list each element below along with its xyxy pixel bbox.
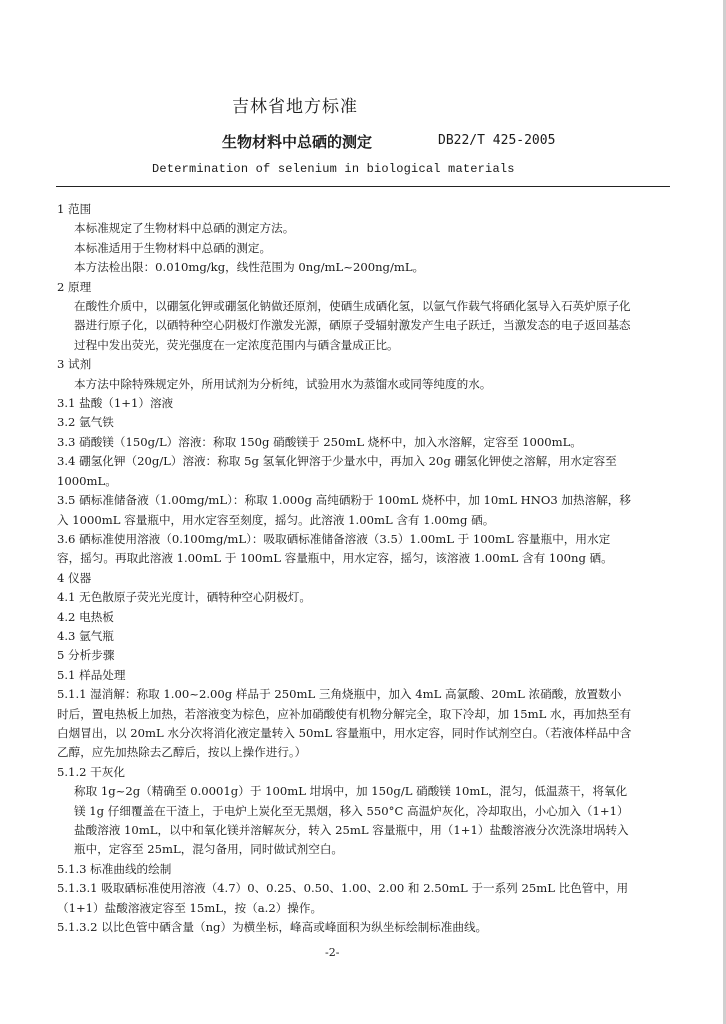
body-line: 4 仪器 bbox=[57, 570, 92, 585]
body-line: 3.5 硒标准储备液（1.00mg/mL）：称取 1.000g 高纯硒粉于 100mL 烧杯中，加 10mL HNO3 加热溶解，移入 1000mL 容量瓶中，用水定容至刻度，摇匀。此溶液 1.00mL 含有 1.00mg 硒。 bbox=[57, 493, 631, 527]
english-title: Determination of selenium in biological materials bbox=[152, 162, 515, 176]
body-line: 3.2 氩气铁 bbox=[57, 415, 114, 430]
body-line: 5 分析步骤 bbox=[57, 648, 115, 663]
standard-organization: 吉林省地方标准 bbox=[232, 97, 358, 117]
body-line: 3 试剂 bbox=[57, 357, 92, 372]
document-title: 生物材料中总硒的测定 bbox=[222, 133, 373, 151]
body-line: 5.1.3.2 以比色管中硒含量（ng）为横坐标，峰高或峰面积为纵坐标绘制标准曲线。 bbox=[57, 920, 488, 935]
body-line: 本方法中除特殊规定外，所用试剂为分析纯，试验用水为蒸馏水或同等纯度的水。 bbox=[74, 376, 492, 391]
body-line: 在酸性介质中，以硼氢化钾或硼氢化钠做还原剂，使硒生成硒化氢，以氩气作载气将硒化氢导入石英炉原子化器进行原子化，以硒特种空心阴极灯作激发光源，硒原子受辐射激发产生电子跃迁，当激发态的电子返回基态过程中发出荧光，荧光强度在一定浓度范围内与硒含量成正比。 bbox=[74, 299, 631, 352]
body-line: 3.4 硼氢化钾（20g/L）溶液：称取 5g 氢氧化钾溶于少量水中，再加入 20g 硼氢化钾使之溶解，用水定容至 1000mL。 bbox=[57, 454, 617, 488]
body-line: 5.1.1 湿消解：称取 1.00~2.00g 样品于 250mL 三角烧瓶中，加入 4mL 高氯酸、20mL 浓硝酸，放置数小时后，置电热板上加热，若溶液变为棕色，应补加硝酸使有机物分解完全，取下冷却，加 15mL 水，再加热至有白烟冒出，以 20mL 水分次将消化液定量转入 50mL 容量瓶中，用水定容，同时作试剂空白。（若液体样品中含乙醇，应先加热除去乙醇后，按以上操作进行。） bbox=[57, 687, 632, 760]
body-line: 5.1 样品处理 bbox=[57, 667, 126, 682]
body-line: 5.1.3 标准曲线的绘制 bbox=[57, 861, 172, 876]
page-number: -2- bbox=[325, 946, 340, 959]
body-line: 称取 1g~2g（精确至 0.0001g）于 100mL 坩埚中，加 150g/L 硝酸镁 10mL，混匀，低温蒸干，将氧化镁 1g 仔细覆盖在干渣上，于电炉上炭化至无黑烟，移入 550°C 高温炉灰化，冷却取出，小心加入（1+1）盐酸溶液 10mL，以中和氧化镁并溶解灰分，转入 25mL 容量瓶中，用（1+1）盐酸溶液分次洗涤坩埚转入瓶中，定容至 25mL，混匀备用，同时做试剂空白。 bbox=[74, 784, 629, 857]
body-line: 4.2 电热板 bbox=[57, 609, 114, 624]
body-line: 2 原理 bbox=[57, 279, 92, 294]
body-line: 4.1 无色散原子荧光光度计，硒特种空心阴极灯。 bbox=[57, 590, 311, 605]
body-line: 3.1 盐酸（1+1）溶液 bbox=[57, 396, 174, 411]
body-line: 3.6 硒标准使用溶液（0.100mg/mL）：吸取硒标准储备溶液（3.5）1.00mL 于 100mL 容量瓶中，用水定容，摇匀。再取此溶液 1.00mL 于 100mL 容量瓶中，用水定容，摇匀，该溶液 1.00mL 含有 100ng 硒。 bbox=[57, 531, 613, 566]
body-line: 5.1.2 干灰化 bbox=[57, 764, 125, 779]
body-line: 4.3 氩气瓶 bbox=[57, 628, 114, 643]
header-divider bbox=[56, 186, 670, 187]
body-line: 3.3 硝酸镁（150g/L）溶液：称取 150g 硝酸镁于 250mL 烧杯中，加入水溶解，定容至 1000mL。 bbox=[57, 434, 582, 449]
body-line: 1 范围 bbox=[57, 202, 92, 216]
document-body bbox=[57, 200, 632, 937]
body-line: 本标准规定了生物材料中总硒的测定方法。 bbox=[74, 221, 295, 236]
body-line: 5.1.3.1 吸取硒标准使用溶液（4.7）0、0.25、0.50、1.00、2.00 和 2.50mL 于一系列 25mL 比色管中，用（1+1）盐酸溶液定容至 15mL，按（a.2）操作。 bbox=[57, 881, 629, 915]
body-line: 本标准适用于生物材料中总硒的测定。 bbox=[74, 240, 272, 255]
body-line: 本方法检出限：0.010mg/kg，线性范围为 0ng/mL~200ng/mL。 bbox=[74, 260, 425, 275]
standard-number: DB22/T 425-2005 bbox=[438, 133, 556, 148]
